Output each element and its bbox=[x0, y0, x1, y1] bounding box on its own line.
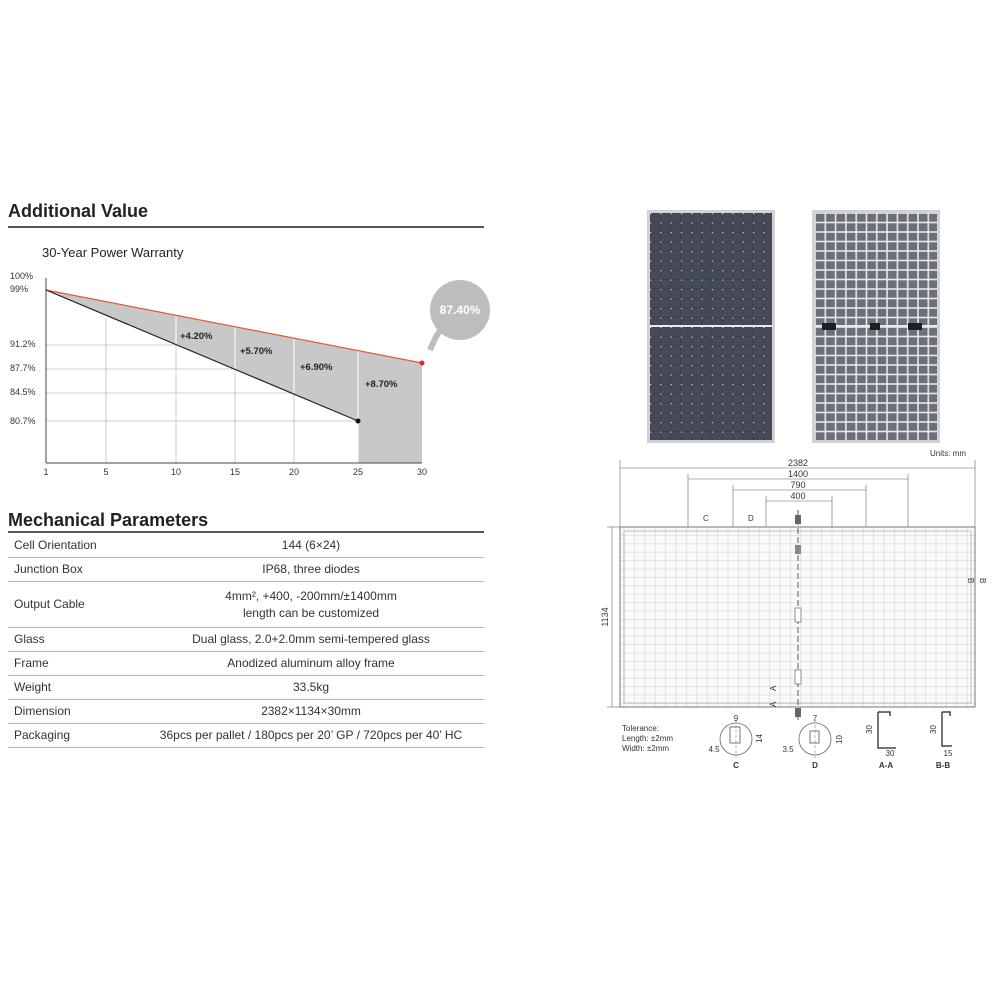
section-aa-width: 30 bbox=[885, 749, 895, 758]
marker-a-bottom: A bbox=[769, 701, 778, 707]
tolerance-width: Width: ±2mm bbox=[622, 744, 670, 753]
x-tick-label: 1 bbox=[43, 467, 49, 477]
section-aa-label: A-A bbox=[878, 761, 894, 770]
section-bb-height: 30 bbox=[929, 725, 938, 734]
param-value: 4mm², +400, -200mm/±1400mm bbox=[225, 588, 397, 603]
marker-d: D bbox=[748, 514, 754, 523]
section-aa bbox=[865, 712, 896, 770]
param-label: Glass bbox=[8, 627, 138, 651]
detail-d-depth: 3.5 bbox=[782, 745, 794, 754]
param-label: Frame bbox=[8, 651, 138, 675]
marker-a-top: A bbox=[769, 685, 778, 691]
detail-c-depth: 4.5 bbox=[708, 745, 720, 754]
x-tick-label: 5 bbox=[103, 467, 109, 477]
gain-label: +4.20% bbox=[180, 331, 213, 342]
dim-1400: 1400 bbox=[787, 469, 809, 479]
section-bb-label: B-B bbox=[935, 761, 951, 770]
detail-c-width: 9 bbox=[733, 714, 739, 723]
x-tick-label: 20 bbox=[288, 467, 299, 477]
param-value: Anodized aluminum alloy frame bbox=[138, 651, 484, 675]
dim-400: 400 bbox=[790, 491, 806, 501]
y-tick-label: 80.7% bbox=[10, 416, 36, 426]
mechanical-heading: Mechanical Parameters bbox=[8, 510, 209, 530]
detail-c bbox=[708, 714, 764, 770]
section-bb-width: 15 bbox=[943, 749, 953, 758]
param-label: Packaging bbox=[8, 723, 138, 747]
detail-d-label: D bbox=[812, 761, 818, 770]
marker-b-right: B bbox=[978, 578, 987, 584]
y-tick-label: 99% bbox=[10, 284, 29, 294]
detail-c-label: C bbox=[733, 761, 739, 770]
tolerance-title: Tolerance: bbox=[622, 724, 659, 733]
param-label: Junction Box bbox=[8, 557, 138, 581]
param-label: Output Cable bbox=[8, 581, 138, 627]
x-tick-label: 10 bbox=[170, 467, 181, 477]
param-value: Dual glass, 2.0+2.0mm semi-tempered glass bbox=[138, 627, 484, 651]
dim-790: 790 bbox=[790, 480, 806, 490]
x-tick-label: 30 bbox=[416, 467, 427, 477]
y-tick-label: 100% bbox=[10, 271, 34, 281]
callout-value: 87.40% bbox=[439, 303, 481, 317]
marker-b-left: B bbox=[966, 578, 975, 584]
param-label: Cell Orientation bbox=[8, 533, 138, 557]
detail-d-height: 10 bbox=[835, 735, 844, 744]
gain-label: +5.70% bbox=[240, 346, 273, 357]
marker-c: C bbox=[703, 514, 709, 523]
param-value-secondary: length can be customized bbox=[242, 605, 380, 620]
x-tick-label: 15 bbox=[229, 467, 240, 477]
tolerance-length: Length: ±2mm bbox=[622, 734, 674, 743]
param-value: 2382×1134×30mm bbox=[138, 699, 484, 723]
detail-c-height: 14 bbox=[755, 734, 764, 743]
param-value: 144 (6×24) bbox=[138, 533, 484, 557]
param-value: 33.5kg bbox=[138, 675, 484, 699]
warranty-title: 30-Year Power Warranty bbox=[42, 245, 184, 260]
param-label: Weight bbox=[8, 675, 138, 699]
y-tick-label: 87.7% bbox=[10, 363, 36, 373]
y-tick-label: 84.5% bbox=[10, 387, 36, 397]
gain-label: +6.90% bbox=[300, 362, 333, 373]
x-tick-label: 25 bbox=[352, 467, 363, 477]
dim-height: 1134 bbox=[600, 607, 610, 627]
units-label: Units: mm bbox=[930, 449, 966, 458]
param-value: 36pcs per pallet / 180pcs per 20’ GP / 720pcs per 40’ HC bbox=[138, 723, 484, 747]
detail-d-width: 7 bbox=[812, 714, 818, 723]
section-bb bbox=[929, 712, 953, 770]
gain-label: +8.70% bbox=[365, 379, 398, 390]
additional-value-heading: Additional Value bbox=[8, 201, 149, 221]
dim-length: 2382 bbox=[787, 458, 809, 468]
panel-drawing bbox=[620, 510, 975, 720]
detail-d bbox=[782, 714, 844, 770]
param-label: Dimension bbox=[8, 699, 138, 723]
y-tick-label: 91.2% bbox=[10, 339, 36, 349]
param-value: IP68, three diodes bbox=[138, 557, 484, 581]
section-aa-height: 30 bbox=[865, 725, 874, 734]
